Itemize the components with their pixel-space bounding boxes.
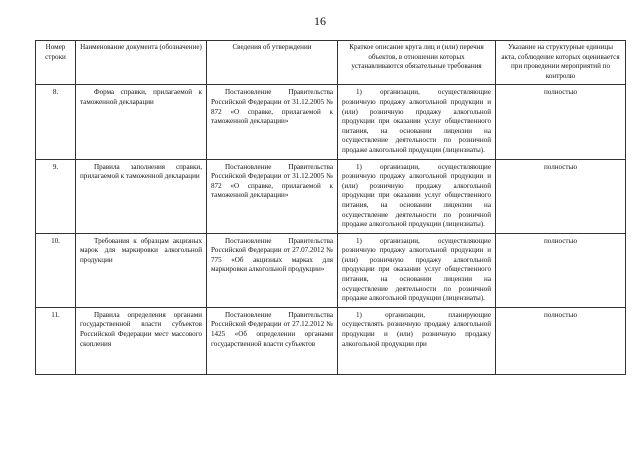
table-row xyxy=(36,85,626,159)
header-approval-info: Сведения об утверждении xyxy=(207,41,338,85)
table-row xyxy=(36,159,626,233)
row-number: 11. xyxy=(36,307,76,374)
subjects-description: 1) организации, осуществляющие розничную продажу алкогольной продукции и (или) розничную продажу алкогольной продукции при оказании услуг общественного питания, на основании лицензии на осуществление деятельности по розничной продаже алкогольной продукции (лицензиаты). xyxy=(338,159,496,233)
row-number: 9. xyxy=(36,159,76,233)
document-name: Форма справки, прилагаемой к таможенной декларации xyxy=(76,85,207,159)
structural-units: полностью xyxy=(496,159,626,233)
table-header-row xyxy=(36,41,626,85)
row-number: 8. xyxy=(36,85,76,159)
page-bottom-margin xyxy=(0,439,640,453)
document-name: Правила определения органами государственной власти субъектов Российской Федерации мест массового скопления xyxy=(76,307,207,374)
subjects-description: 1) организации, планирующие осуществлять розничную продажу алкогольной продукции и (или) розничную продажу алкогольной продукции при xyxy=(338,307,496,374)
approval-info: Постановление Правительства Российской Федерации от 31.12.2005 № 872 «О справке, прилагаемой к таможенной декларации» xyxy=(207,85,338,159)
structural-units: полностью xyxy=(496,233,626,307)
structural-units: полностью xyxy=(496,307,626,374)
header-structural-units: Указание на структурные единицы акта, соблюдение которых оценивается при проведении мероприятий по контролю xyxy=(496,41,626,85)
subjects-description: 1) организации, осуществляющие розничную продажу алкогольной продукции и (или) розничную продажу алкогольной продукции при оказании услуг общественного питания, на основании лицензии на осуществление деятельности по розничной продаже алкогольной продукции (лицензиаты). xyxy=(338,85,496,159)
structural-units: полностью xyxy=(496,85,626,159)
requirements-table xyxy=(35,40,626,375)
subjects-description: 1) организации, осуществляющие розничную продажу алкогольной продукции и (или) розничную продажу алкогольной продукции при оказании услуг общественного питания, на основании лицензии на осуществление деятельности по розничной продаже алкогольной продукции (лицензиаты). xyxy=(338,233,496,307)
approval-info: Постановление Правительства Российской Федерации от 27.07.2012 № 775 «Об акцизных марках для маркировки алкогольной продукции» xyxy=(207,233,338,307)
row-number: 10. xyxy=(36,233,76,307)
document-name: Правила заполнения справки, прилагаемой к таможенной декларации xyxy=(76,159,207,233)
header-row-number: Номер строки xyxy=(36,41,76,85)
approval-info: Постановление Правительства Российской Федерации от 31.12.2005 № 872 «О справке, прилагаемой к таможенной декларации» xyxy=(207,159,338,233)
header-subjects-description: Краткое описание круга лиц и (или) перечня объектов, в отношении которых устанавливаются обязательные требования xyxy=(338,41,496,85)
header-document-name: Наименование документа (обозначение) xyxy=(76,41,207,85)
approval-info: Постановление Правительства Российской Федерации от 27.12.2012 № 1425 «Об определении органами государственной власти субъектов xyxy=(207,307,338,374)
table-row xyxy=(36,307,626,374)
document-name: Требования к образцам акцизных марок для маркировки алкогольной продукции xyxy=(76,233,207,307)
table-row xyxy=(36,233,626,307)
page-number: 16 xyxy=(314,14,326,28)
